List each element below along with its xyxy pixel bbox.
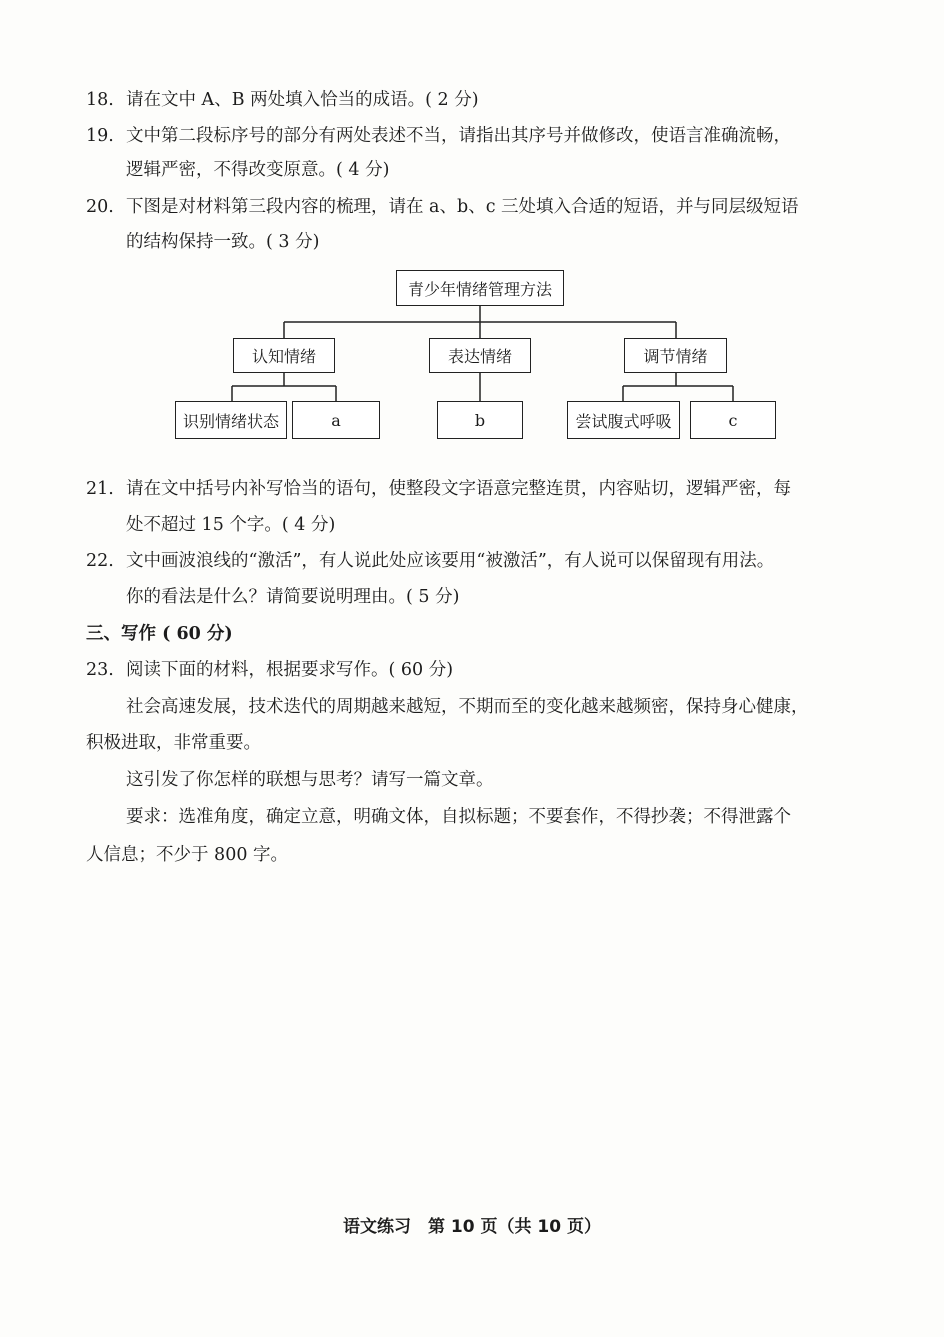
question-21-continuation: 处不超过 15 个字。( 4 分) xyxy=(126,515,336,535)
question-19-continuation: 逻辑严密，不得改变原意。( 4 分) xyxy=(126,160,390,180)
question-text: 请在文中括号内补写恰当的语句，使整段文字语意完整连贯，内容贴切，逻辑严密，每 xyxy=(126,479,791,499)
question-21 xyxy=(86,477,791,501)
question-18 xyxy=(86,88,479,112)
material-text-line: 积极进取，非常重要。 xyxy=(86,733,261,753)
question-number: 18. xyxy=(86,90,114,110)
question-20-continuation: 的结构保持一致。( 3 分) xyxy=(126,232,320,252)
question-19 xyxy=(86,124,791,148)
question-number: 20. xyxy=(86,197,114,217)
diagram-root-box: 青少年情绪管理方法 xyxy=(396,270,564,306)
question-text: 阅读下面的材料，根据要求写作。( 60 分) xyxy=(126,660,454,680)
diagram-blank-b-box: b xyxy=(437,401,523,439)
question-text: 下图是对材料第三段内容的梳理，请在 a、b、c 三处填入合适的短语，并与同层级短语 xyxy=(126,197,799,217)
diagram-blank-c-box: c xyxy=(690,401,776,439)
diagram-leaf-box: 识别情绪状态 xyxy=(175,401,287,439)
question-text: 文中画波浪线的“激活”，有人说此处应该要用“被激活”，有人说可以保留现有用法。 xyxy=(126,551,775,571)
diagram-branch-3-box: 调节情绪 xyxy=(624,338,727,373)
diagram-branch-2-box: 表达情绪 xyxy=(429,338,531,373)
question-20 xyxy=(86,195,799,219)
diagram-leaf-box: 尝试腹式呼吸 xyxy=(567,401,680,439)
material-text-line: 社会高速发展，技术迭代的周期越来越短，不期而至的变化越来越频密，保持身心健康， xyxy=(126,697,809,717)
writing-prompt: 这引发了你怎样的联想与思考？请写一篇文章。 xyxy=(126,770,494,790)
requirements-line: 要求：选准角度，确定立意，明确文体，自拟标题；不要套作，不得抄袭；不得泄露个 xyxy=(126,807,791,827)
question-number: 22. xyxy=(86,551,114,571)
diagram-branch-1-box: 认知情绪 xyxy=(233,338,335,373)
question-number: 19. xyxy=(86,126,114,146)
diagram-blank-a-box: a xyxy=(292,401,380,439)
question-22-continuation: 你的看法是什么？请简要说明理由。( 5 分) xyxy=(126,587,460,607)
question-number: 23. xyxy=(86,660,114,680)
requirements-line: 人信息；不少于 800 字。 xyxy=(86,845,289,865)
section-heading: 三、写作 ( 60 分) xyxy=(86,624,233,644)
question-22 xyxy=(86,549,774,573)
question-23 xyxy=(86,658,453,682)
question-text: 请在文中 A、B 两处填入恰当的成语。( 2 分) xyxy=(126,90,479,110)
page-footer: 语文练习 第 10 页（共 10 页） xyxy=(343,1217,601,1237)
question-number: 21. xyxy=(86,479,114,499)
question-text: 文中第二段标序号的部分有两处表述不当，请指出其序号并做修改，使语言准确流畅， xyxy=(126,126,791,146)
